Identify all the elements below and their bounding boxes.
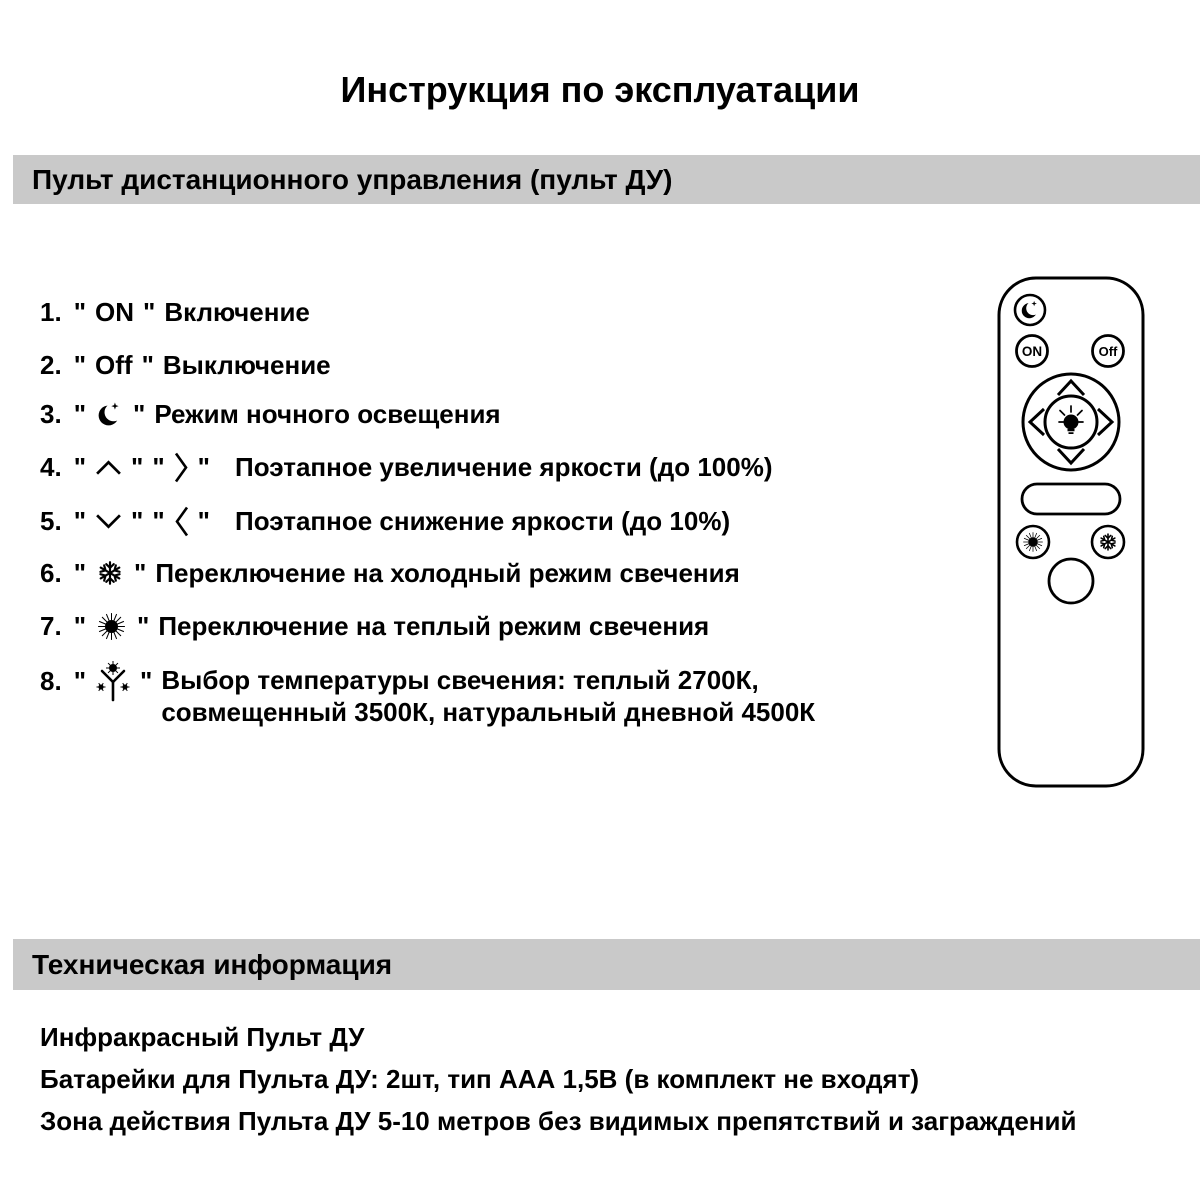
- instruction-item-1: [40, 296, 310, 328]
- crescent-moon-icon: [95, 400, 124, 429]
- instruction-item-7: [40, 610, 709, 642]
- quote-mark: ": [131, 505, 144, 536]
- quote-mark: ": [73, 349, 87, 380]
- instruction-item-3: [40, 398, 501, 430]
- quote-mark: ": [137, 610, 150, 641]
- quote-mark: ": [73, 666, 87, 696]
- chevron-left-icon: [174, 505, 189, 538]
- item-description: [161, 664, 815, 728]
- item-number: 6.: [40, 557, 62, 588]
- sun-icon: [95, 610, 128, 643]
- item-description: Выключение: [162, 349, 331, 380]
- color-temperature-icon: [95, 660, 131, 704]
- chevron-down-icon: [95, 513, 122, 530]
- item-number: 8.: [40, 666, 62, 696]
- off-key-label: Off: [95, 349, 133, 380]
- quote-mark: ": [73, 557, 87, 588]
- instruction-item-8: [40, 664, 815, 728]
- item-description: Включение: [164, 296, 310, 327]
- section-banner-remote: [13, 155, 1200, 204]
- quote-mark: ": [73, 296, 87, 327]
- item-description: Переключение на теплый режим свечения: [158, 610, 710, 641]
- item-number: 5.: [40, 505, 62, 536]
- quote-mark: ": [197, 505, 210, 536]
- quote-mark: ": [152, 451, 165, 482]
- quote-mark: ": [73, 610, 87, 641]
- sun-icon: [1023, 532, 1043, 552]
- page-title: Инструкция по эксплуатации: [340, 69, 860, 110]
- tech-info-line-1: Инфракрасный Пульт ДУ: [40, 1022, 365, 1052]
- quote-mark: ": [131, 451, 144, 482]
- remote-scene-pill-button: [1022, 484, 1120, 514]
- instruction-item-2: [40, 349, 331, 381]
- remote-round-button: [1049, 559, 1093, 603]
- item-description: Режим ночного освещения: [154, 398, 501, 429]
- item-description-line-1: Выбор температуры свечения: теплый 2700К,: [161, 665, 759, 695]
- remote-off-label: Off: [1098, 344, 1118, 359]
- snowflake-icon: [95, 558, 125, 588]
- quote-mark: ": [197, 451, 210, 482]
- quote-mark: ": [140, 666, 153, 696]
- quote-mark: ": [133, 398, 146, 429]
- quote-mark: ": [134, 557, 147, 588]
- item-number: 2.: [40, 349, 62, 380]
- instruction-item-4: [40, 451, 772, 483]
- item-description: Переключение на холодный режим свечения: [155, 557, 740, 588]
- section-heading-tech: Техническая информация: [32, 948, 393, 980]
- section-banner-tech: [13, 939, 1200, 990]
- chevron-right-icon: [174, 451, 189, 484]
- on-key-label: ON: [95, 296, 135, 327]
- item-description: Поэтапное снижение яркости (до 10%): [235, 505, 731, 536]
- quote-mark: ": [152, 505, 165, 536]
- instruction-item-5: [40, 505, 730, 537]
- instruction-item-6: [40, 557, 740, 589]
- chevron-up-icon: [95, 459, 122, 476]
- item-number: 1.: [40, 296, 62, 327]
- item-description: Поэтапное увеличение яркости (до 100%): [235, 451, 773, 482]
- quote-mark: ": [73, 398, 87, 429]
- item-number: 7.: [40, 610, 62, 641]
- remote-on-label: ON: [1021, 344, 1043, 359]
- remote-control-figure: [995, 276, 1147, 790]
- section-heading-remote: Пульт дистанционного управления (пульт ДУ): [32, 163, 673, 195]
- item-number: 3.: [40, 398, 62, 429]
- quote-mark: ": [73, 505, 87, 536]
- quote-mark: ": [143, 296, 156, 327]
- quote-mark: ": [73, 451, 87, 482]
- item-number: 4.: [40, 451, 62, 482]
- tech-info-line-3: Зона действия Пульта ДУ 5-10 метров без видимых препятствий и заграждений: [40, 1106, 1077, 1136]
- quote-mark: ": [141, 349, 154, 380]
- item-description-line-2: совмещенный 3500К, натуральный дневной 4500К: [161, 697, 816, 727]
- tech-info-line-2: Батарейки для Пульта ДУ: 2шт, тип ААА 1,5В (в комплект не входят): [40, 1064, 920, 1094]
